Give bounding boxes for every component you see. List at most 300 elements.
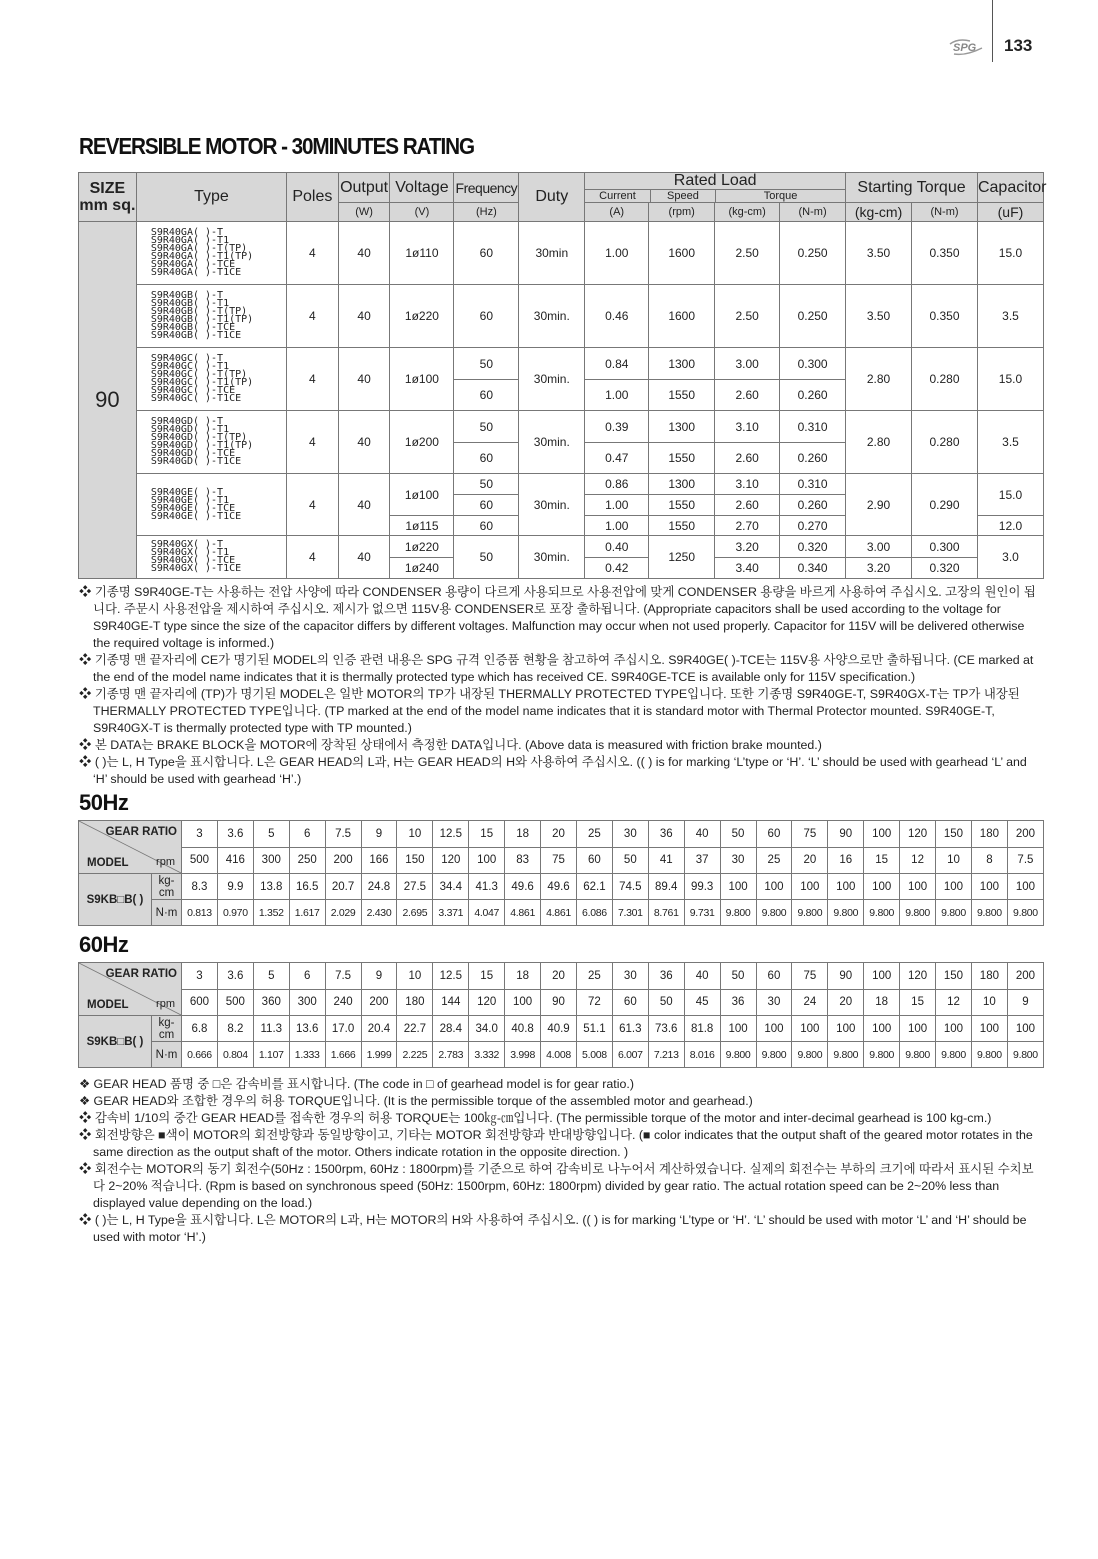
torque-kgcm-cell: 6.8 bbox=[182, 1016, 218, 1042]
torque-nm-cell: 7.213 bbox=[648, 1042, 684, 1068]
speed: 1550 bbox=[649, 516, 715, 536]
duty: 30min. bbox=[519, 348, 585, 411]
torque-kgcm-cell: 100 bbox=[900, 1016, 936, 1042]
gear-ratio-cell: 3.6 bbox=[217, 821, 253, 848]
torque-kgcm-cell: 9.9 bbox=[217, 874, 253, 900]
torque-nm: 0.310 bbox=[780, 474, 846, 495]
frequency: 60 bbox=[454, 222, 519, 285]
header-output: Output bbox=[338, 173, 390, 203]
type-item: S9R40GX( )-T bbox=[150, 539, 224, 550]
gear-ratio-label: GEAR RATIO bbox=[105, 826, 177, 838]
torque-nm-cell: 3.332 bbox=[469, 1042, 505, 1068]
torque-nm-cell: 4.008 bbox=[541, 1042, 577, 1068]
torque-kgcm: 2.50 bbox=[715, 222, 780, 285]
gear-ratio-cell: 10 bbox=[397, 963, 433, 990]
torque-nm-cell: 0.666 bbox=[182, 1042, 218, 1068]
torque-nm: 0.260 bbox=[780, 380, 846, 411]
torque-kgcm-cell: 17.0 bbox=[325, 1016, 361, 1042]
torque-kgcm: 2.60 bbox=[715, 380, 780, 411]
torque-nm-cell: 1.333 bbox=[289, 1042, 325, 1068]
gear-ratio-cell: 3 bbox=[182, 821, 218, 848]
rpm-cell: 12 bbox=[900, 847, 936, 874]
capacitor: 15.0 bbox=[977, 474, 1043, 516]
torque-nm-cell: 2.783 bbox=[433, 1042, 469, 1068]
torque-kgcm-cell: 34.0 bbox=[469, 1016, 505, 1042]
torque-kgcm: 3.10 bbox=[715, 474, 780, 495]
torque-kgcm-cell: 8.2 bbox=[217, 1016, 253, 1042]
rpm-cell: 30 bbox=[756, 989, 792, 1016]
kgcm-row bbox=[79, 1016, 1044, 1042]
unit-current: (A) bbox=[585, 203, 649, 222]
current: 1.00 bbox=[585, 222, 649, 285]
gear-ratio-row bbox=[79, 963, 1044, 990]
torque-kgcm-cell: 34.4 bbox=[433, 874, 469, 900]
torque-nm-cell: 3.998 bbox=[505, 1042, 541, 1068]
frequency: 50 bbox=[454, 411, 519, 443]
type-item: S9R40GB( )-T1(TP) bbox=[150, 314, 254, 325]
note: ❖ ( )는 L, H Type을 표시합니다. L은 GEAR HEAD의 L과, H는 GEAR HEAD의 H와 사용하여 주십시오. (( ) is for marking ‘L’type or ‘H’. ‘L’ should be used with gearhead ‘L’ and ‘H’ should be used with gearhead ‘H’.) bbox=[79, 755, 1027, 786]
rpm-cell: 250 bbox=[289, 847, 325, 874]
torque-nm-cell: 9.800 bbox=[971, 900, 1007, 926]
torque-nm-cell: 9.731 bbox=[684, 900, 720, 926]
header-voltage: Voltage bbox=[390, 173, 454, 203]
rpm-cell: 50 bbox=[612, 847, 648, 874]
type-list-gx bbox=[136, 536, 286, 579]
starting-torque-kgcm: 2.80 bbox=[846, 411, 912, 474]
gear-ratio-model-header bbox=[79, 963, 182, 1016]
gear-ratio-cell: 3.6 bbox=[217, 963, 253, 990]
rpm-cell: 500 bbox=[182, 847, 218, 874]
torque-nm-cell: 1.352 bbox=[253, 900, 289, 926]
starting-torque-nm: 0.350 bbox=[912, 222, 978, 285]
torque-kgcm-cell: 28.4 bbox=[433, 1016, 469, 1042]
rpm-cell: 20 bbox=[828, 989, 864, 1016]
starting-torque-kgcm: 3.20 bbox=[846, 558, 912, 579]
torque-nm-cell: 9.800 bbox=[1007, 1042, 1043, 1068]
rpm-cell: 300 bbox=[289, 989, 325, 1016]
rpm-cell: 100 bbox=[469, 847, 505, 874]
type-list-gd bbox=[136, 411, 286, 474]
torque-nm-cell: 2.029 bbox=[325, 900, 361, 926]
voltage: 1ø110 bbox=[390, 222, 454, 285]
rpm-cell: 16 bbox=[828, 847, 864, 874]
torque-nm-cell: 1.617 bbox=[289, 900, 325, 926]
current: 0.42 bbox=[585, 558, 649, 579]
gear-ratio-cell: 100 bbox=[864, 821, 900, 848]
torque-kgcm-cell: 49.6 bbox=[505, 874, 541, 900]
torque-nm-cell: 9.800 bbox=[828, 1042, 864, 1068]
torque-kgcm-cell: 100 bbox=[936, 874, 972, 900]
unit-st-nm: (N-m) bbox=[912, 203, 978, 222]
torque-nm: 0.320 bbox=[780, 536, 846, 558]
type-item: S9R40GA( )-T1CE bbox=[150, 267, 242, 278]
duty: 30min. bbox=[519, 285, 585, 348]
type-item: S9R40GB( )-TCE bbox=[150, 322, 236, 333]
rpm-cell: 500 bbox=[217, 989, 253, 1016]
header-rated-load: Rated Load Current Speed Torque bbox=[585, 173, 846, 203]
duty: 30min. bbox=[519, 411, 585, 474]
rpm-cell: 180 bbox=[397, 989, 433, 1016]
gear-ratio-cell: 9 bbox=[361, 821, 397, 848]
output: 40 bbox=[338, 222, 390, 285]
speed: 1550 bbox=[649, 443, 715, 474]
type-list-gb bbox=[136, 285, 286, 348]
torque-kgcm-cell: 73.6 bbox=[648, 1016, 684, 1042]
torque-nm-cell: 5.008 bbox=[576, 1042, 612, 1068]
poles: 4 bbox=[287, 411, 339, 474]
type-item: S9R40GD( )-T1CE bbox=[150, 456, 242, 467]
rpm-cell: 18 bbox=[864, 989, 900, 1016]
rpm-cell: 200 bbox=[325, 847, 361, 874]
torque-nm: 0.310 bbox=[780, 411, 846, 443]
rpm-cell: 300 bbox=[253, 847, 289, 874]
torque-nm-cell: 0.804 bbox=[217, 1042, 253, 1068]
unit-kgcm: kg-cm bbox=[152, 874, 182, 900]
type-item: S9R40GE( )-T1 bbox=[150, 494, 230, 506]
torque-kgcm-cell: 100 bbox=[792, 1016, 828, 1042]
torque-nm-cell: 0.813 bbox=[182, 900, 218, 926]
gear-ratio-cell: 6 bbox=[289, 821, 325, 848]
type-item: S9R40GA( )-T1 bbox=[150, 235, 230, 246]
current: 1.00 bbox=[585, 516, 649, 536]
capacitor: 15.0 bbox=[977, 222, 1043, 285]
type-item: S9R40GB( )-T1CE bbox=[150, 330, 242, 341]
torque-nm-cell: 6.007 bbox=[612, 1042, 648, 1068]
torque-nm: 0.340 bbox=[780, 558, 846, 579]
torque-kgcm-cell: 27.5 bbox=[397, 874, 433, 900]
torque-nm: 0.270 bbox=[780, 516, 846, 536]
poles: 4 bbox=[287, 285, 339, 348]
model-name: S9KB□B( ) bbox=[79, 1016, 152, 1068]
section-title-60hz: 60Hz bbox=[79, 932, 129, 957]
torque-kgcm-cell: 100 bbox=[1007, 1016, 1043, 1042]
torque-nm-cell: 9.800 bbox=[971, 1042, 1007, 1068]
capacitor: 3.5 bbox=[977, 285, 1043, 348]
gear-ratio-cell: 15 bbox=[469, 963, 505, 990]
type-item: S9R40GE( )-T bbox=[150, 486, 224, 498]
gear-ratio-cell: 50 bbox=[720, 963, 756, 990]
rpm-cell: 50 bbox=[648, 989, 684, 1016]
torque-nm-cell: 1.107 bbox=[253, 1042, 289, 1068]
header-capacitor: Capacitor bbox=[977, 173, 1043, 203]
unit-capacitor: (uF) bbox=[977, 203, 1043, 222]
type-item: S9R40GD( )-T1(TP) bbox=[150, 440, 254, 451]
gear-ratio-cell: 90 bbox=[828, 821, 864, 848]
torque-kgcm: 3.20 bbox=[715, 536, 780, 558]
rpm-cell: 8 bbox=[971, 847, 1007, 874]
unit-nm: N·m bbox=[152, 1042, 182, 1068]
gear-ratio-cell: 200 bbox=[1007, 821, 1043, 848]
torque-nm-cell: 9.800 bbox=[900, 1042, 936, 1068]
nm-row bbox=[79, 1042, 1044, 1068]
frequency: 50 bbox=[454, 348, 519, 380]
gear-ratio-cell: 60 bbox=[756, 821, 792, 848]
torque-nm-cell: 9.800 bbox=[936, 900, 972, 926]
gear-ratio-cell: 18 bbox=[505, 963, 541, 990]
rpm-cell: 30 bbox=[720, 847, 756, 874]
voltage: 1ø240 bbox=[390, 558, 454, 579]
gear-table-60hz bbox=[78, 962, 1044, 1068]
note: ❖ 기종명 S9R40GE-T는 사용하는 전압 사양에 따라 CONDENSER 용량이 다르게 사용되므로 사용전압에 맞게 CONDENSER 용량을 바르게 사용하여 주십시오. 고장의 원인이 됩니다. 주문시 사용전압을 제시하여 주십시오. 제시가 없으면 115V용 CONDENSER로 포장 출하됩니다. (Appropriate capacitors shall be used according to the voltage for S9R40GE-T type since the size of the capacitor differs by different voltages. Malfunction may occur when not used properly. Capacitor for 115V will be delivered otherwise the required voltage is informed.) bbox=[79, 585, 1036, 650]
gear-ratio-row bbox=[79, 821, 1044, 848]
gear-ratio-cell: 60 bbox=[756, 963, 792, 990]
torque-nm-cell: 9.800 bbox=[828, 900, 864, 926]
type-item: S9R40GD( )-T bbox=[150, 416, 224, 427]
current: 0.47 bbox=[585, 443, 649, 474]
gear-ratio-cell: 18 bbox=[505, 821, 541, 848]
voltage: 1ø200 bbox=[390, 411, 454, 474]
type-item: S9R40GD( )-TCE bbox=[150, 448, 236, 459]
output: 40 bbox=[338, 536, 390, 579]
rpm-cell: 24 bbox=[792, 989, 828, 1016]
type-item: S9R40GX( )-TCE bbox=[150, 555, 236, 566]
page-title: REVERSIBLE MOTOR - 30MINUTES RATING bbox=[79, 133, 475, 159]
type-list-gc bbox=[136, 348, 286, 411]
torque-nm-cell: 9.800 bbox=[720, 1042, 756, 1068]
gear-ratio-cell: 40 bbox=[684, 821, 720, 848]
torque-nm-cell: 6.086 bbox=[576, 900, 612, 926]
torque-nm-cell: 2.695 bbox=[397, 900, 433, 926]
rpm-cell: 9 bbox=[1007, 989, 1043, 1016]
torque-nm-cell: 0.970 bbox=[217, 900, 253, 926]
torque-kgcm-cell: 13.8 bbox=[253, 874, 289, 900]
gear-ratio-cell: 5 bbox=[253, 963, 289, 990]
rpm-cell: 10 bbox=[971, 989, 1007, 1016]
capacitor: 12.0 bbox=[977, 516, 1043, 536]
torque-kgcm-cell: 100 bbox=[756, 1016, 792, 1042]
torque-nm-cell: 4.861 bbox=[505, 900, 541, 926]
page-number: 133 bbox=[1004, 36, 1033, 55]
gear-ratio-cell: 25 bbox=[576, 821, 612, 848]
gear-ratio-cell: 30 bbox=[612, 821, 648, 848]
gear-ratio-cell: 90 bbox=[828, 963, 864, 990]
starting-torque-nm: 0.280 bbox=[912, 348, 978, 411]
rpm-cell: 60 bbox=[576, 847, 612, 874]
notes-top bbox=[79, 584, 1044, 788]
header-duty: Duty bbox=[519, 173, 585, 222]
frequency: 50 bbox=[454, 474, 519, 495]
rpm-cell: 360 bbox=[253, 989, 289, 1016]
speed: 1600 bbox=[649, 222, 715, 285]
note: ❖ GEAR HEAD 품명 중 □은 감속비를 표시합니다. (The code in □ of gearhead model is for gear ratio.) bbox=[79, 1077, 634, 1091]
frequency: 60 bbox=[454, 516, 519, 536]
voltage: 1ø220 bbox=[390, 536, 454, 558]
gear-ratio-cell: 20 bbox=[541, 821, 577, 848]
output: 40 bbox=[338, 348, 390, 411]
note: ❖ ( )는 L, H Type을 표시합니다. L은 MOTOR의 L과, H는 MOTOR의 H와 사용하여 주십시오. (( ) is for marking ‘L’type or ‘H’. ‘L’ should be used with motor ‘L’ and ‘H’ should be used with motor ‘H’.) bbox=[79, 1213, 1027, 1244]
speed: 1300 bbox=[649, 348, 715, 380]
starting-torque-kgcm: 3.00 bbox=[846, 536, 912, 558]
torque-kgcm-cell: 74.5 bbox=[612, 874, 648, 900]
voltage: 1ø100 bbox=[390, 474, 454, 516]
svg-text:SPG: SPG bbox=[953, 42, 977, 54]
frequency: 60 bbox=[454, 380, 519, 411]
unit-torque-kgcm: (kg-cm) bbox=[715, 203, 780, 222]
speed: 1550 bbox=[649, 495, 715, 516]
gear-table-50hz bbox=[78, 820, 1044, 926]
rpm-row bbox=[79, 847, 1044, 874]
frequency: 60 bbox=[454, 495, 519, 516]
type-list-ge bbox=[136, 474, 286, 536]
torque-kgcm-cell: 100 bbox=[971, 874, 1007, 900]
torque-nm-cell: 9.800 bbox=[792, 900, 828, 926]
torque-nm-cell: 9.800 bbox=[1007, 900, 1043, 926]
poles: 4 bbox=[287, 348, 339, 411]
torque-nm: 0.300 bbox=[780, 348, 846, 380]
torque-kgcm-cell: 100 bbox=[971, 1016, 1007, 1042]
rpm-cell: 144 bbox=[433, 989, 469, 1016]
unit-st-kgcm: (kg-cm) bbox=[846, 203, 912, 222]
gear-ratio-cell: 180 bbox=[971, 821, 1007, 848]
torque-nm: 0.250 bbox=[780, 285, 846, 348]
gear-ratio-cell: 7.5 bbox=[325, 963, 361, 990]
unit-rpm: rpm bbox=[156, 856, 175, 868]
header-current: Current bbox=[585, 190, 650, 202]
type-item: S9R40GC( )-T bbox=[150, 353, 224, 364]
header-starting-torque: Starting Torque bbox=[846, 173, 978, 203]
page-header bbox=[0, 0, 1098, 80]
torque-kgcm-cell: 8.3 bbox=[182, 874, 218, 900]
gear-ratio-cell: 5 bbox=[253, 821, 289, 848]
gear-ratio-cell: 20 bbox=[541, 963, 577, 990]
output: 40 bbox=[338, 474, 390, 536]
gear-ratio-cell: 12.5 bbox=[433, 821, 469, 848]
torque-nm-cell: 1.999 bbox=[361, 1042, 397, 1068]
unit-rpm: rpm bbox=[156, 998, 175, 1010]
rpm-cell: 166 bbox=[361, 847, 397, 874]
duty: 30min bbox=[519, 222, 585, 285]
torque-kgcm-cell: 22.7 bbox=[397, 1016, 433, 1042]
note: ❖ GEAR HEAD와 조합한 경우의 허용 TORQUE입니다. (It is the permissible torque of the assembled motor and gearhead.) bbox=[79, 1094, 753, 1108]
torque-nm-cell: 9.800 bbox=[900, 900, 936, 926]
unit-torque-nm: (N-m) bbox=[780, 203, 846, 222]
torque-nm-cell: 2.225 bbox=[397, 1042, 433, 1068]
note: ❖ 회전방향은 ■색이 MOTOR의 회전방향과 동일방향이고, 기타는 MOTOR 회전방향과 반대방향입니다. (■ color indicates that the output shaft of the geared motor rotates in the same direction as the output shaft of the motor. Others indicate rotation in the opposite direction. ) bbox=[79, 1128, 1033, 1159]
torque-kgcm-cell: 49.6 bbox=[541, 874, 577, 900]
gear-ratio-cell: 36 bbox=[648, 963, 684, 990]
notes-bottom bbox=[79, 1076, 1044, 1246]
rpm-row bbox=[79, 989, 1044, 1016]
starting-torque-nm: 0.300 bbox=[912, 536, 978, 558]
rpm-cell: 150 bbox=[397, 847, 433, 874]
gear-ratio-cell: 75 bbox=[792, 963, 828, 990]
rpm-cell: 83 bbox=[505, 847, 541, 874]
gear-ratio-cell: 150 bbox=[936, 821, 972, 848]
note: ❖ 감속비 1/10의 중간 GEAR HEAD를 접속한 경우의 허용 TORQUE는 100㎏-㎝입니다. (The permissible torque of the motor and inter-decimal gearhead is 100 kg-cm.) bbox=[79, 1111, 992, 1125]
voltage: 1ø220 bbox=[390, 285, 454, 348]
torque-kgcm-cell: 41.3 bbox=[469, 874, 505, 900]
torque-kgcm-cell: 100 bbox=[828, 1016, 864, 1042]
torque-kgcm: 3.10 bbox=[715, 411, 780, 443]
torque-nm-cell: 7.301 bbox=[612, 900, 648, 926]
gear-ratio-cell: 120 bbox=[900, 963, 936, 990]
starting-torque-nm: 0.290 bbox=[912, 474, 978, 536]
speed: 1550 bbox=[649, 380, 715, 411]
torque-kgcm-cell: 81.8 bbox=[684, 1016, 720, 1042]
unit-voltage: (V) bbox=[390, 203, 454, 222]
type-list-ga bbox=[136, 222, 286, 285]
nm-row bbox=[79, 900, 1044, 926]
torque-kgcm-cell: 62.1 bbox=[576, 874, 612, 900]
torque-kgcm-cell: 100 bbox=[1007, 874, 1043, 900]
current: 0.46 bbox=[585, 285, 649, 348]
type-item: S9R40GD( )-T1 bbox=[150, 424, 230, 435]
gear-ratio-cell: 75 bbox=[792, 821, 828, 848]
note: ❖ 회전수는 MOTOR의 동기 회전수(50Hz : 1500rpm, 60Hz : 1800rpm)를 기준으로 하여 감속비로 나누어서 계산하였습니다. 실제의 회전수는 부하의 크기에 따라서 표시된 수치보다 2~20% 적습니다. (Rpm is based on synchronous speed (50Hz: 1500rpm, 60Hz: 1800rpm) divided by gear ratio. The actual rotation speed can be 2~20% less than displayed value depending on the load.) bbox=[79, 1162, 1034, 1210]
unit-speed: (rpm) bbox=[649, 203, 715, 222]
torque-kgcm: 2.50 bbox=[715, 285, 780, 348]
torque-nm-cell: 1.666 bbox=[325, 1042, 361, 1068]
torque-kgcm-cell: 100 bbox=[900, 874, 936, 900]
poles: 4 bbox=[287, 474, 339, 536]
frequency: 50 bbox=[454, 536, 519, 579]
capacitor: 3.0 bbox=[977, 536, 1043, 579]
output: 40 bbox=[338, 285, 390, 348]
current: 1.00 bbox=[585, 380, 649, 411]
torque-kgcm-cell: 40.8 bbox=[505, 1016, 541, 1042]
capacitor: 3.5 bbox=[977, 411, 1043, 474]
gear-ratio-label: GEAR RATIO bbox=[105, 968, 177, 980]
output: 40 bbox=[338, 411, 390, 474]
current: 0.86 bbox=[585, 474, 649, 495]
gear-ratio-cell: 30 bbox=[612, 963, 648, 990]
type-item: S9R40GC( )-T(TP) bbox=[150, 369, 248, 380]
current: 0.39 bbox=[585, 411, 649, 443]
voltage: 1ø100 bbox=[390, 348, 454, 411]
rpm-cell: 100 bbox=[505, 989, 541, 1016]
torque-kgcm: 2.60 bbox=[715, 495, 780, 516]
type-item: S9R40GX( )-T1 bbox=[150, 547, 230, 558]
model-name: S9KB□B( ) bbox=[79, 874, 152, 926]
torque-kgcm-cell: 100 bbox=[828, 874, 864, 900]
gear-ratio-cell: 36 bbox=[648, 821, 684, 848]
header-torque: Torque bbox=[763, 190, 798, 202]
size-value: 90 bbox=[79, 222, 137, 579]
note: ❖ 기종명 맨 끝자리에 (TP)가 명기된 MODEL은 일반 MOTOR의 TP가 내장된 THERMALLY PROTECTED TYPE입니다. 또한 기종명 S9R40GE-T, S9R40GX-T는 TP가 내장된 THERMALLY PROTECTED TYPE입니다. (TP marked at the end of the model name indicates that it is standard motor with Thermal Protector mounted. S9R40GE-T, S9R40GX-T is thermally protected type with TP mounted.) bbox=[79, 687, 1020, 735]
type-item: S9R40GC( )-T1CE bbox=[150, 393, 242, 404]
torque-kgcm: 3.00 bbox=[715, 348, 780, 380]
gear-ratio-cell: 50 bbox=[720, 821, 756, 848]
torque-nm-cell: 9.800 bbox=[792, 1042, 828, 1068]
gear-ratio-cell: 200 bbox=[1007, 963, 1043, 990]
rpm-cell: 600 bbox=[182, 989, 218, 1016]
rpm-cell: 120 bbox=[433, 847, 469, 874]
speed: 1300 bbox=[649, 411, 715, 443]
rpm-cell: 10 bbox=[936, 847, 972, 874]
type-item: S9R40GE( )-TCE bbox=[150, 502, 236, 514]
torque-kgcm-cell: 40.9 bbox=[541, 1016, 577, 1042]
torque-kgcm-cell: 24.8 bbox=[361, 874, 397, 900]
starting-torque-kgcm: 3.50 bbox=[846, 222, 912, 285]
gear-ratio-cell: 10 bbox=[397, 821, 433, 848]
type-item: S9R40GC( )-T1(TP) bbox=[150, 377, 254, 388]
gear-ratio-cell: 40 bbox=[684, 963, 720, 990]
rpm-cell: 41 bbox=[648, 847, 684, 874]
torque-kgcm-cell: 100 bbox=[792, 874, 828, 900]
rpm-cell: 20 bbox=[792, 847, 828, 874]
torque-kgcm-cell: 100 bbox=[720, 1016, 756, 1042]
voltage: 1ø115 bbox=[390, 516, 454, 536]
spg-logo bbox=[948, 36, 986, 56]
torque-kgcm-cell: 100 bbox=[720, 874, 756, 900]
note: ❖ 기종명 맨 끝자리에 CE가 명기된 MODEL의 인증 관련 내용은 SPG 규격 인증품 현황을 참고하여 주십시오. S9R40GE( )-TCE는 115V용 사양으로만 출하됩니다. (CE marked at the end of the model name indicates that it is thermally protected type which has received CE. S9R40GE-TCE is available only for 115V specification.) bbox=[79, 653, 1034, 684]
section-title-50hz: 50Hz bbox=[79, 790, 129, 815]
rpm-cell: 60 bbox=[612, 989, 648, 1016]
torque-kgcm-cell: 61.3 bbox=[612, 1016, 648, 1042]
type-item: S9R40GC( )-TCE bbox=[150, 385, 236, 396]
torque-kgcm-cell: 11.3 bbox=[253, 1016, 289, 1042]
gear-ratio-cell: 150 bbox=[936, 963, 972, 990]
